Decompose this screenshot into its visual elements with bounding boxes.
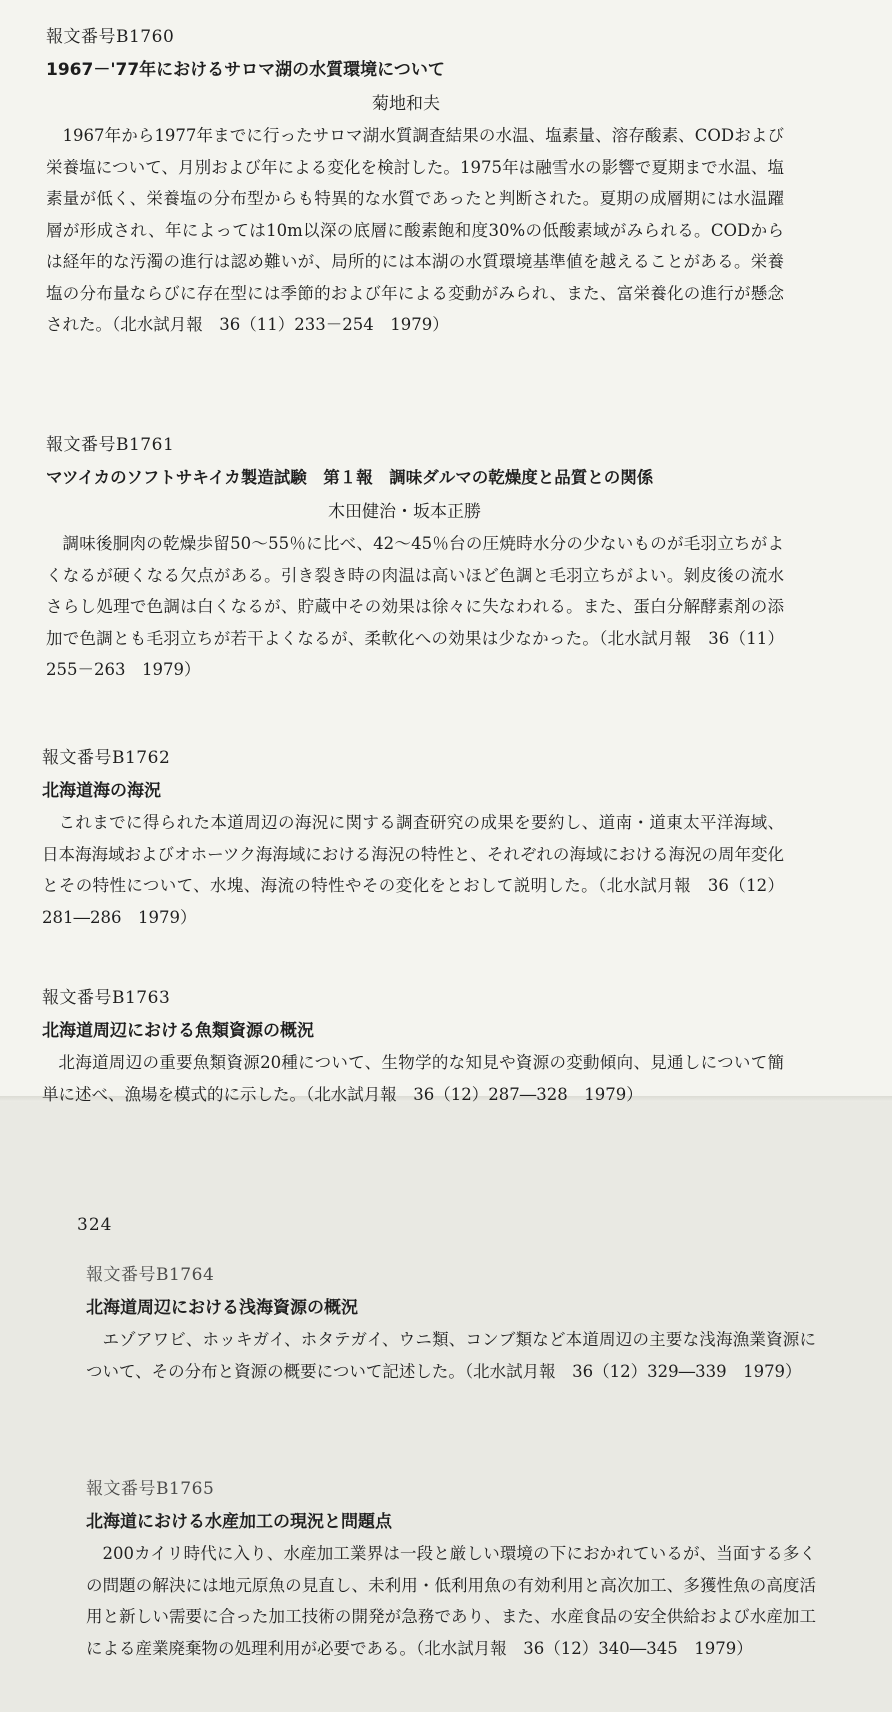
report-abstract: 北海道周辺の重要魚類資源20種について、生物学的な知見や資源の変動傾向、見通しについて簡単に述べ、漁場を模式的に示した。（北水試月報 36（12）287―328 1979） [42, 1053, 784, 1104]
report-entry-b1761 [46, 434, 784, 686]
report-number: 報文番号B1761 [46, 435, 175, 455]
report-title: 北海道海の海況 [42, 781, 161, 801]
report-authors: 木田健治・坂本正勝 [328, 502, 481, 522]
report-authors: 菊地和夫 [372, 94, 440, 114]
report-entry-b1760 [46, 26, 784, 341]
report-entry-b1762 [42, 747, 784, 933]
report-title: 北海道における水産加工の現況と問題点 [86, 1512, 392, 1532]
report-abstract: これまでに得られた本道周辺の海況に関する調査研究の成果を要約し、道南・道東太平洋海域、日本海海域およびオホーツク海海域における海況の特性と、それぞれの海域における海況の周年変化とその特性について、水塊、海流の特性やその変化をとおして説明した。（北水試月報 36（12）281―286 1979） [42, 813, 784, 927]
page-number: 324 [77, 1215, 113, 1235]
report-abstract: 200カイリ時代に入り、水産加工業界は一段と厳しい環境の下におかれているが、当面する多くの問題の解決には地元原魚の見直し、未利用・低利用魚の有効利用と高次加工、多獲性魚の高度活用と新しい需要に合った加工技術の開発が急務であり、また、水産食品の安全供給および水産加工による産業廃棄物の処理利用が必要である。（北水試月報 36（12）340―345 1979） [86, 1544, 816, 1658]
report-title: 北海道周辺における浅海資源の概況 [86, 1298, 358, 1318]
report-title: マツイカのソフトサキイカ製造試験 第１報 調味ダルマの乾燥度と品質との関係 [46, 468, 654, 487]
report-number: 報文番号B1763 [42, 988, 171, 1008]
report-number: 報文番号B1762 [42, 748, 171, 768]
report-number: 報文番号B1765 [86, 1479, 215, 1499]
report-number: 報文番号B1764 [86, 1265, 215, 1285]
report-title: 北海道周辺における魚類資源の概況 [42, 1021, 314, 1041]
report-entry-b1763 [42, 987, 784, 1110]
report-number: 報文番号B1760 [46, 27, 175, 47]
report-entry-b1765 [86, 1478, 816, 1664]
report-abstract: 1967年から1977年までに行ったサロマ湖水質調査結果の水温、塩素量、溶存酸素、CODおよび栄養塩について、月別および年による変化を検討した。1975年は融雪水の影響で夏期まで水温、塩素量が低く、栄養塩の分布型からも特異的な水質であったと判断された。夏期の成層期には水温躍層が形成され、年によっては10m以深の底層に酸素飽和度30%の低酸素域がみられる。CODからは経年的な汚濁の進行は認め難いが、局所的には本湖の水質環境基準値を越えることがある。栄養塩の分布量ならびに存在型には季節的および年による変動がみられ、また、富栄養化の進行が懸念された。（北水試月報 36（11）233－254 1979） [46, 126, 784, 334]
report-abstract: 調味後胴肉の乾燥歩留50～55％に比べ、42～45％台の圧焼時水分の少ないものが毛羽立ちがよくなるが硬くなる欠点がある。引き裂き時の肉温は高いほど色調と毛羽立ちがよい。剝皮後の流水さらし処理で色調は白くなるが、貯蔵中その効果は徐々に失なわれる。また、蛋白分解酵素剤の添加で色調とも毛羽立ちが若干よくなるが、柔軟化への効果は少なかった。（北水試月報 36（11）255－263 1979） [46, 534, 784, 679]
report-abstract: エゾアワビ、ホッキガイ、ホタテガイ、ウニ類、コンブ類など本道周辺の主要な浅海漁業資源について、その分布と資源の概要について記述した。（北水試月報 36（12）329―339 1979） [86, 1330, 816, 1381]
report-entry-b1764 [86, 1264, 816, 1387]
report-title: 1967－'77年におけるサロマ湖の水質環境について [46, 60, 445, 80]
